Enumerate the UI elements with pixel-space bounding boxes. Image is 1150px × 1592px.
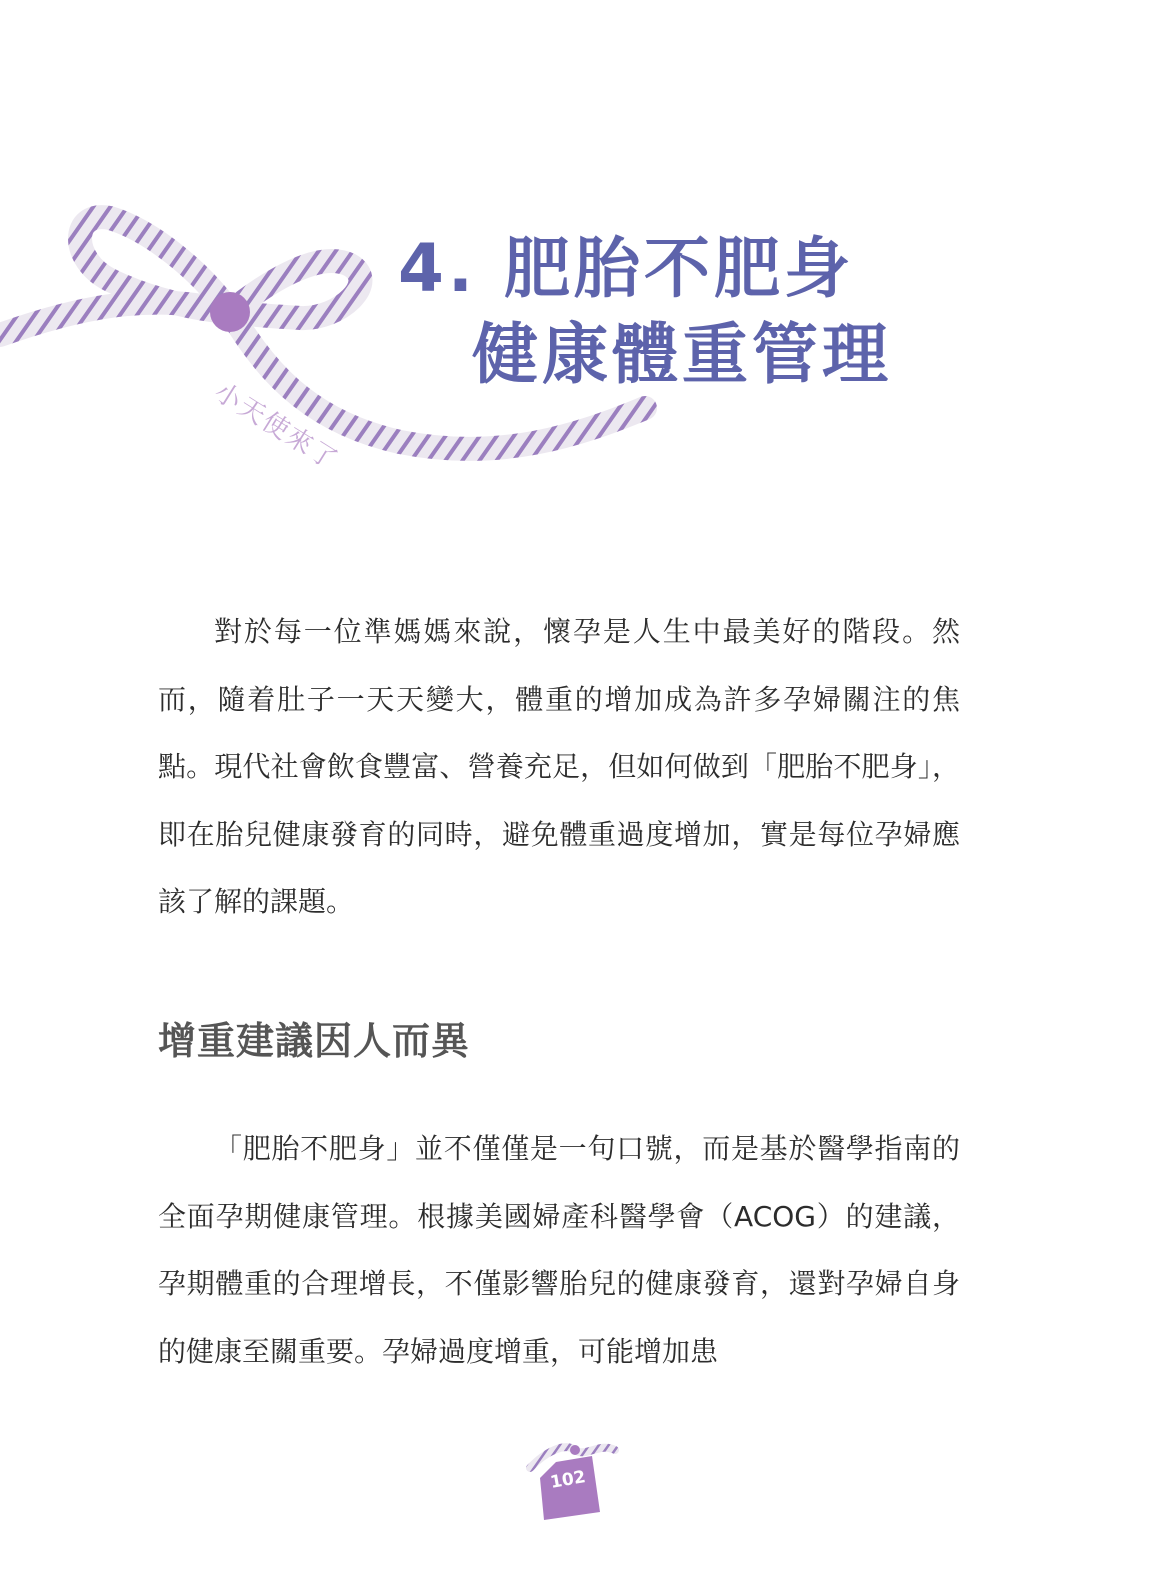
rope-caption: 小天使來了: [208, 377, 344, 477]
section-paragraph: 「肥胎不肥身」並不僅僅是一句口號，而是基於醫學指南的全面孕期健康管理。根據美國婦產科醫學會（ACOG）的建議，孕期體重的合理增長，不僅影響胎兒的健康發育，還對孕婦自身的健康至關重要。孕婦過度增重，可能增加患: [158, 1132, 960, 1368]
page-number: 102: [548, 1467, 588, 1493]
rope-knot: [210, 292, 250, 332]
tag-hole: [570, 1445, 580, 1455]
intro-paragraph: 對於每一位準媽媽來說，懷孕是人生中最美好的階段。然而，隨着肚子一天天變大，體重的增加成為許多孕婦關注的焦點。現代社會飲食豐富、營養充足，但如何做到「肥胎不肥身」，即在胎兒健康發育的同時，避免體重過度增加，實是每位孕婦應該了解的課題。: [158, 615, 960, 918]
chapter-title: [398, 226, 892, 398]
chapter-title-line1: 4. 肥胎不肥身: [398, 230, 854, 307]
section-heading: 增重建議因人而異: [158, 1019, 471, 1063]
chapter-title-line2: 健康體重管理: [472, 316, 892, 393]
